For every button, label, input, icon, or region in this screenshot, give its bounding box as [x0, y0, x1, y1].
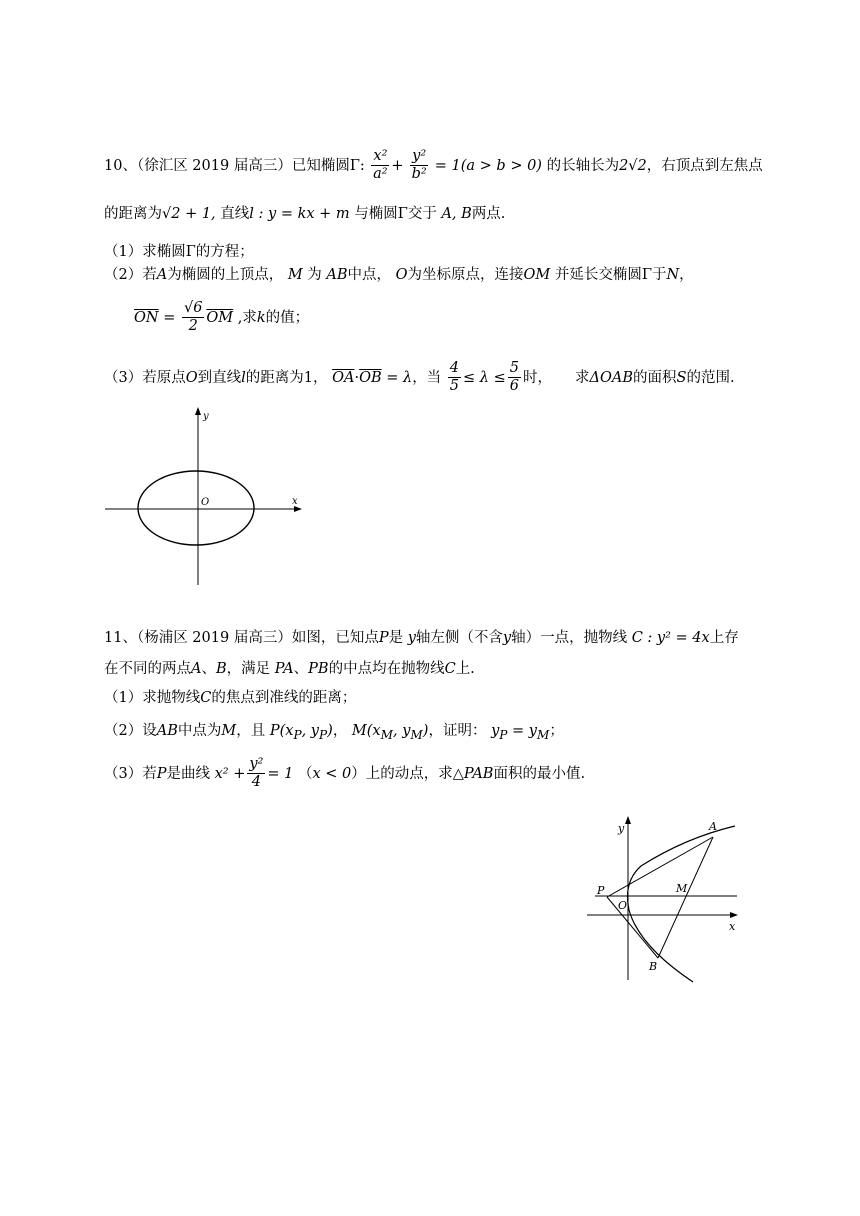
text: （3）若原点	[104, 369, 186, 386]
frac-num: x²	[371, 148, 389, 166]
text: 中点，	[347, 267, 392, 283]
q10-source-text: 10、（徐汇区 2019 届高三）已知椭圆	[104, 157, 350, 174]
q10-part2	[104, 268, 694, 283]
frac-num: 5	[508, 360, 521, 378]
plus: +	[391, 157, 404, 174]
math-2root2: 2√2	[619, 157, 647, 174]
text: 为椭圆的上顶点，	[167, 267, 284, 283]
math-y: y	[502, 630, 512, 646]
math-PB: PB	[308, 661, 329, 677]
math-l: l	[241, 369, 246, 386]
frac-den: 2	[188, 318, 198, 335]
coord-part: )	[422, 723, 429, 739]
math-AB: A, B	[441, 206, 472, 222]
frac-den: 4	[251, 774, 261, 791]
ellipse-curve	[138, 471, 254, 545]
text: 是曲线	[166, 765, 210, 782]
subscript: M	[410, 727, 423, 742]
q11-part2	[104, 724, 564, 741]
point-P-coords	[269, 723, 333, 742]
math-root2-plus-1: √2 + 1,	[162, 206, 216, 222]
x-axis-label: x	[292, 496, 298, 507]
point-M-coords	[351, 723, 429, 742]
equation-yP-yM	[491, 723, 550, 742]
text: （1）求抛物线	[104, 690, 201, 706]
text: ，	[679, 267, 694, 283]
text: 求	[575, 369, 590, 386]
text: ）上的动点，求△	[351, 765, 464, 782]
q11-part3	[104, 756, 585, 792]
math-B: B	[215, 661, 227, 677]
text: 轴）一点，抛物线	[511, 630, 628, 646]
parabola-curve	[628, 826, 736, 982]
frac-num: √6	[182, 300, 204, 318]
text: 是	[388, 630, 404, 646]
text: 的距离为1，	[245, 369, 328, 386]
vector-OB: $\overline{OB}$	[359, 369, 382, 386]
text: （2）若	[104, 267, 157, 283]
vector-OM: $\overline{OM}$	[206, 309, 234, 326]
text: 为	[307, 267, 322, 283]
gamma-symbol: Γ	[641, 267, 652, 283]
segment-AB	[658, 837, 713, 958]
math-lambda: = λ	[386, 369, 413, 386]
text: 与椭圆	[354, 206, 398, 222]
math-x2: x² +	[214, 765, 246, 782]
origin-label: O	[201, 497, 210, 508]
vector-ON: $\overline{ON}$	[134, 309, 159, 326]
fraction-x2-a2	[371, 148, 389, 184]
text: 上.	[455, 661, 475, 677]
text: ，右顶点到左焦点	[646, 157, 763, 174]
text: 为坐标原点，连接	[407, 267, 524, 283]
text: ，证明：	[428, 723, 487, 739]
equals: =	[163, 309, 176, 326]
separator: 、	[201, 661, 216, 677]
separator: 、	[293, 661, 309, 677]
text: 面积的最小值.	[493, 765, 586, 782]
y-axis-arrow	[195, 407, 201, 415]
point-B-label: B	[649, 960, 658, 973]
q10-line2	[104, 207, 505, 222]
math-AB: AB	[156, 723, 178, 739]
text: 两点.	[471, 206, 506, 222]
text: 的中点均在抛物线	[328, 661, 445, 677]
text: （	[297, 765, 313, 782]
colon: :	[359, 157, 365, 174]
math-C: C	[444, 661, 456, 677]
text: ,求	[237, 309, 257, 326]
subscript: P	[499, 727, 508, 742]
math-N: N	[666, 267, 680, 283]
math-O: O	[185, 369, 198, 386]
math-OM: OM	[523, 267, 551, 283]
frac-den: b²	[411, 166, 427, 183]
text: 到直线	[197, 369, 242, 386]
math-triangle-OAB: ΔOAB	[589, 369, 634, 386]
math-condition: x < 0	[312, 765, 352, 782]
text: ，且	[236, 723, 266, 739]
frac-num: y²	[410, 148, 428, 166]
frac-num: y²	[247, 756, 265, 774]
math-P: P	[378, 630, 389, 646]
fraction-y2-4	[247, 756, 265, 792]
math-S: S	[676, 369, 687, 386]
text: 并延长交椭圆	[554, 267, 642, 283]
line-equation: l : y = kx + m	[249, 206, 350, 222]
math-A: A	[191, 661, 202, 677]
q11-part1	[104, 691, 356, 706]
math-C: C	[200, 690, 212, 706]
text: ，当	[412, 369, 442, 386]
coord-part: P(x	[269, 723, 294, 739]
text: 交于	[407, 206, 437, 222]
parabola-figure	[585, 810, 750, 990]
math-A: A	[156, 267, 168, 283]
text: 的值；	[265, 309, 310, 326]
text: 中点为	[177, 723, 222, 739]
text: ；	[549, 723, 564, 739]
text: 轴左侧（不含	[415, 630, 503, 646]
coord-part: M(x	[351, 723, 381, 739]
math-PA: PA	[274, 661, 294, 677]
text: （1）求椭圆Γ的方程；	[104, 244, 254, 260]
frac-den: a²	[373, 166, 388, 183]
segment-PA	[607, 837, 713, 897]
point-P-label: P	[597, 884, 605, 897]
subscript: P	[293, 727, 302, 742]
y-axis-arrow	[625, 816, 631, 824]
text: 的范围.	[686, 369, 735, 386]
math-AB: AB	[326, 267, 348, 283]
math-O: O	[395, 267, 408, 283]
math-M: M	[287, 267, 303, 283]
fraction-5-6	[508, 360, 521, 396]
segment-PB	[607, 897, 658, 958]
point-A-label: A	[709, 820, 717, 833]
q10-line1	[104, 148, 763, 184]
text: 在不同的两点	[104, 661, 191, 677]
text: 上存	[709, 630, 739, 646]
y-axis-label: y	[203, 411, 209, 422]
text: （2）设	[104, 723, 157, 739]
ellipse-condition: = 1(a > b > 0)	[434, 157, 542, 174]
math-eq1: = 1	[267, 765, 294, 782]
q11-line1	[104, 631, 739, 646]
coord-part: y	[528, 723, 537, 739]
gamma-symbol: Γ	[397, 206, 408, 222]
text: 时，	[522, 369, 552, 386]
coord-part: , y	[392, 723, 411, 739]
text: ，满足	[226, 661, 271, 677]
vector-OA: $\overline{OA}$	[332, 369, 355, 386]
coord-part: , y	[301, 723, 319, 739]
text: 的面积	[633, 369, 677, 386]
text: （3）若	[104, 765, 157, 782]
x-axis-arrow	[730, 912, 738, 918]
text: 于	[651, 267, 667, 283]
coord-part: )	[327, 723, 333, 739]
dot: ·	[354, 369, 360, 386]
math-P: P	[156, 765, 167, 782]
equals: =	[512, 723, 525, 739]
math-M: M	[221, 723, 237, 739]
fraction-y2-b2	[410, 148, 428, 184]
q10-part1	[104, 245, 254, 260]
fraction-4-5	[448, 360, 461, 396]
frac-den: 6	[509, 378, 519, 395]
frac-num: 4	[448, 360, 461, 378]
separator: ，	[332, 723, 348, 739]
q10-part2-formula	[134, 300, 309, 336]
ellipse-figure	[100, 405, 310, 590]
gamma-symbol: Γ	[349, 157, 360, 174]
q10-part3	[104, 360, 735, 396]
text: 的距离为	[104, 206, 162, 222]
q11-source-text: 11、（杨浦区 2019 届高三）如图，已知点	[104, 630, 379, 646]
parabola-equation: C : y² = 4x	[631, 630, 710, 646]
origin-label: O	[618, 899, 628, 912]
y-axis-label: y	[618, 822, 625, 835]
text: 直线	[220, 206, 250, 222]
math-y: y	[407, 630, 416, 646]
coord-part: y	[491, 723, 500, 739]
point-M-label: M	[676, 882, 688, 895]
subscript: M	[380, 727, 393, 742]
q11-line2	[104, 662, 475, 677]
subscript: P	[319, 727, 328, 742]
fraction-root6-2	[182, 300, 204, 336]
text: 的长轴长为	[546, 157, 620, 174]
x-axis-label: x	[729, 920, 736, 933]
text: 的焦点到准线的距离；	[211, 690, 357, 706]
subscript: M	[536, 727, 550, 742]
frac-den: 5	[449, 378, 460, 395]
math-k: k	[256, 309, 266, 326]
math-PAB: PAB	[463, 765, 494, 782]
math-inequality: ≤ λ ≤	[463, 369, 506, 386]
